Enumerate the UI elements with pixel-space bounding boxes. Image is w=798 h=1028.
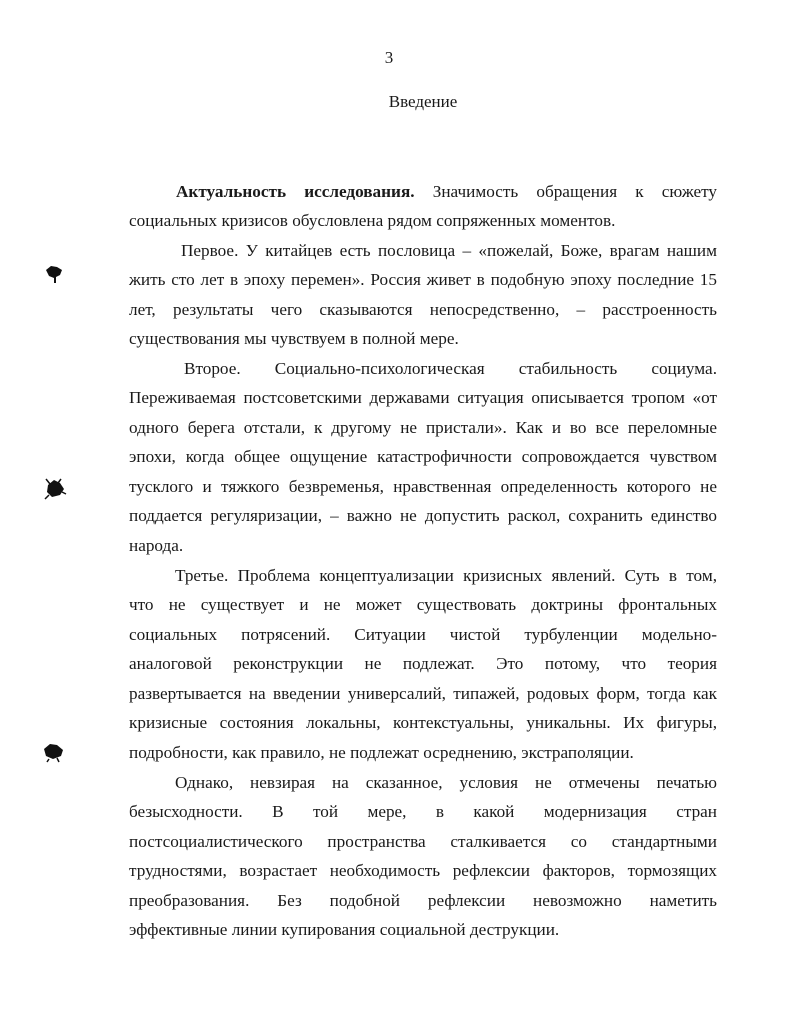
text-line: преобразования. Без подобной рефлексии невозможно наметить [129, 891, 717, 910]
page-title: Введение [388, 92, 458, 111]
text-line: лет, результаты чего сказываются непосредственно, – расстроенность [129, 300, 717, 319]
text-line: эпохи, когда общее ощущение катастрофичности сопровождается чувством [129, 447, 717, 466]
text-line: развертывается на введении универсалий, типажей, родовых форм, тогда как [129, 684, 717, 703]
text-line: подробности, как правило, не подлежат осреднению, экстраполяции. [129, 743, 634, 762]
text-line: безысходности. В той мере, в какой модернизация стран [129, 802, 717, 821]
text-line: Второе. Социально-психологическая стабильность социума. [184, 359, 717, 378]
text-line [176, 180, 717, 204]
text-line: Первое. У китайцев есть пословица – «пожелай, Боже, врагам нашим [181, 241, 717, 260]
ink-blot [42, 264, 66, 284]
text-line: постсоциалистического пространства сталкивается со стандартными [129, 832, 717, 851]
text-line: тусклого и тяжкого безвременья, нравственная определенность которого не [129, 477, 717, 496]
text-line: одного берега отстали, к другому не пристали». Как и во все переломные [129, 418, 717, 437]
ink-blot [41, 741, 67, 763]
ink-blot [42, 477, 70, 503]
text-line: Переживаемая постсоветскими державами ситуация описывается тропом «от [129, 388, 717, 407]
text-line: существования мы чувствуем в полной мере. [129, 329, 459, 348]
text-line: Однако, невзирая на сказанное, условия не отмечены печатью [175, 773, 717, 792]
line-text: Значимость обращения к сюжету [414, 182, 718, 201]
text-line: эффективные линии купирования социальной деструкции. [129, 920, 560, 939]
text-line: кризисные состояния локальны, контекстуальны, уникальны. Их фигуры, [129, 713, 717, 732]
text-line: поддается регуляризации, – важно не допустить раскол, сохранить единство [129, 506, 717, 525]
text-line: что не существует и не может существовать доктрины фронтальных [129, 595, 717, 614]
text-line: Третье. Проблема концептуализации кризисных явлений. Суть в том, [175, 566, 717, 585]
text-line: социальных потрясений. Ситуации чистой турбуленции модельно- [129, 625, 717, 644]
text-line: аналоговой реконструкции не подлежат. Это потому, что теория [129, 654, 717, 673]
page-number: 3 [384, 48, 394, 67]
lead-phrase: Актуальность исследования. [176, 182, 415, 201]
text-line: жить сто лет в эпоху перемен». Россия живет в подобную эпоху последние 15 [129, 270, 717, 289]
text-line: народа. [129, 536, 184, 555]
text-line: трудностями, возрастает необходимость рефлексии факторов, тормозящих [129, 861, 717, 880]
text-line: социальных кризисов обусловлена рядом сопряженных моментов. [129, 211, 616, 230]
